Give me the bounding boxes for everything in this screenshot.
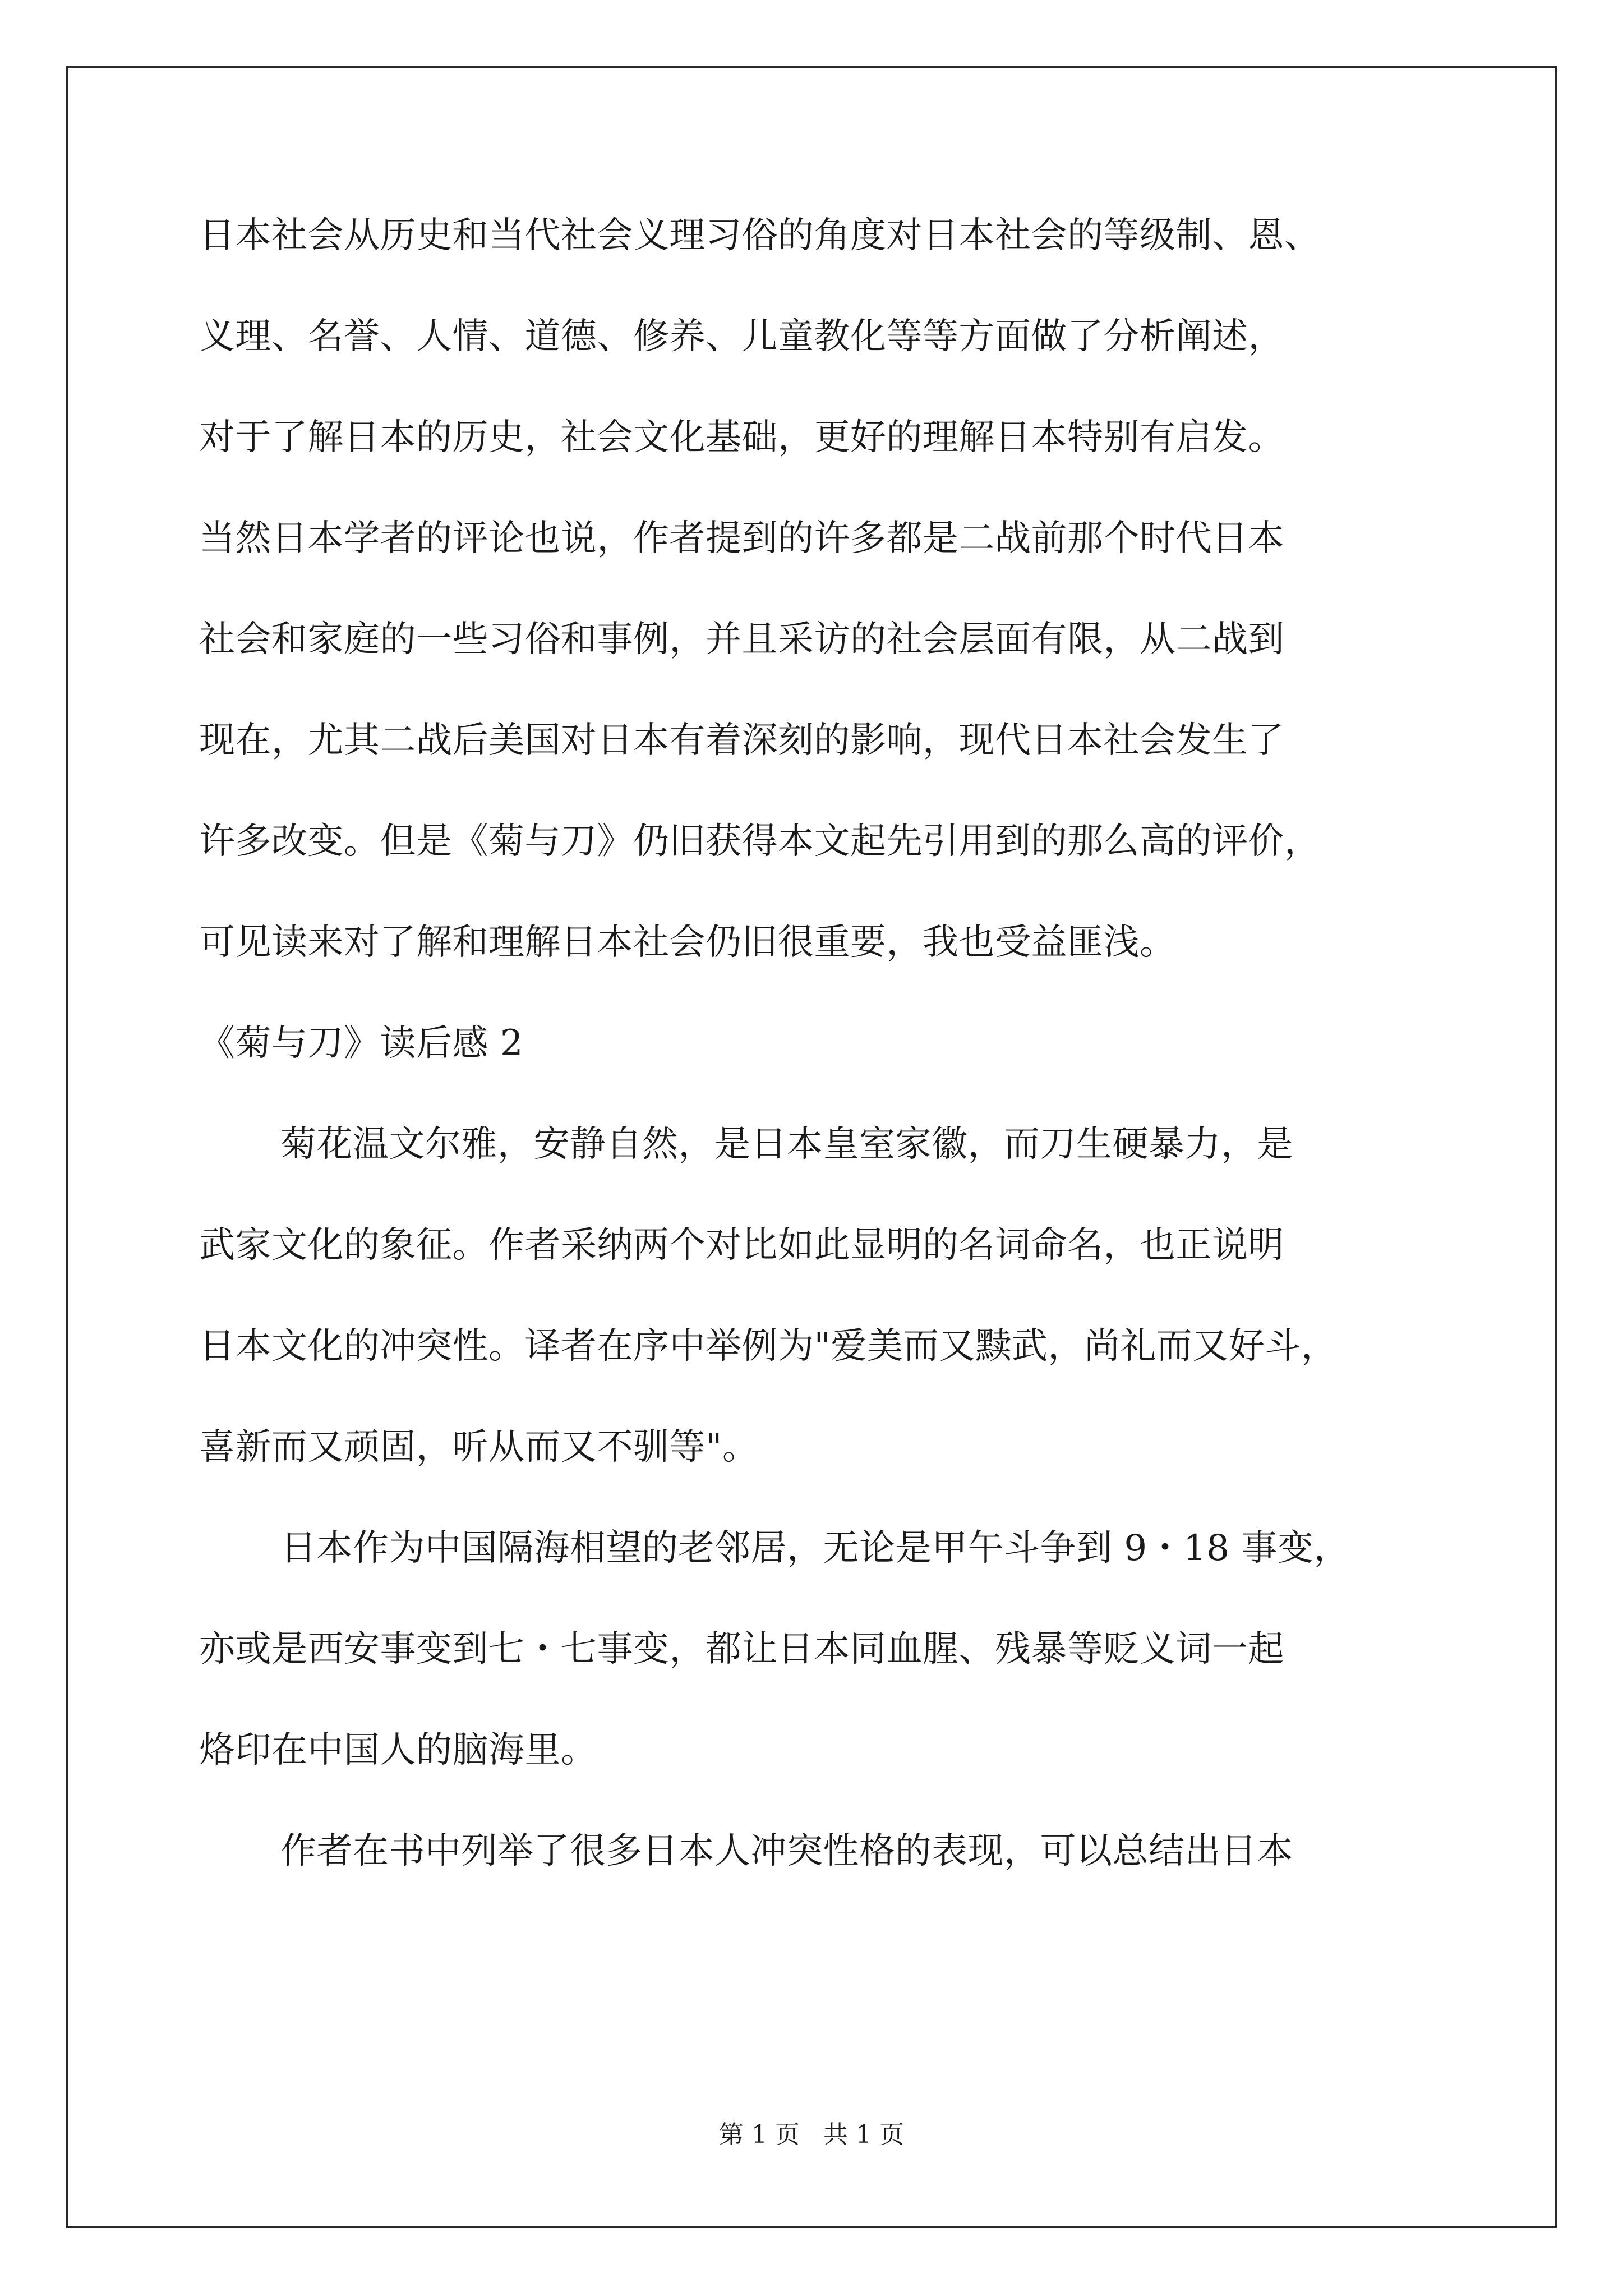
paragraph-2-line-2: 亦或是西安事变到七・七事变，都让日本同血腥、残暴等贬义词一起	[199, 1628, 1284, 1670]
body-line-2: 义理、名誉、人情、道德、修养、儿童教化等等方面做了分析阐述，	[199, 316, 1284, 357]
section-title: 《菊与刀》读后感 2	[199, 1023, 524, 1064]
body-line-6: 现在，尤其二战后美国对日本有着深刻的影响，现代日本社会发生了	[199, 720, 1284, 761]
body-line-4: 当然日本学者的评论也说，作者提到的许多都是二战前那个时代日本	[199, 518, 1284, 559]
paragraph-2-line-1: 日本作为中国隔海相望的老邻居，无论是甲午斗争到 9・18 事变，	[280, 1527, 1350, 1569]
body-line-1: 日本社会从历史和当代社会义理习俗的角度对日本社会的等级制、恩、	[199, 215, 1321, 256]
body-line-5: 社会和家庭的一些习俗和事例，并且采访的社会层面有限，从二战到	[199, 619, 1284, 660]
paragraph-1-line-2: 武家文化的象征。作者采纳两个对比如此显明的名词命名，也正说明	[199, 1225, 1284, 1266]
body-line-7: 许多改变。但是《菊与刀》仍旧获得本文起先引用到的那么高的评价，	[199, 821, 1321, 862]
paragraph-3-line-1: 作者在书中列举了很多日本人冲突性格的表现，可以总结出日本	[280, 1830, 1293, 1872]
paragraph-1-line-3: 日本文化的冲突性。译者在序中举例为"爱美而又黩武，尚礼而又好斗，	[199, 1326, 1338, 1367]
paragraph-1-line-4: 喜新而又顽固，听从而又不驯等"。	[199, 1427, 759, 1468]
paragraph-2-line-3: 烙印在中国人的脑海里。	[199, 1729, 597, 1771]
paragraph-1-line-1: 菊花温文尔雅，安静自然，是日本皇室家徽，而刀生硬暴力，是	[280, 1124, 1293, 1165]
page-number: 第 1 页 共 1 页	[719, 2120, 904, 2149]
body-line-3: 对于了解日本的历史，社会文化基础，更好的理解日本特别有启发。	[199, 417, 1284, 458]
body-line-8: 可见读来对了解和理解日本社会仍旧很重要，我也受益匪浅。	[199, 922, 1176, 963]
